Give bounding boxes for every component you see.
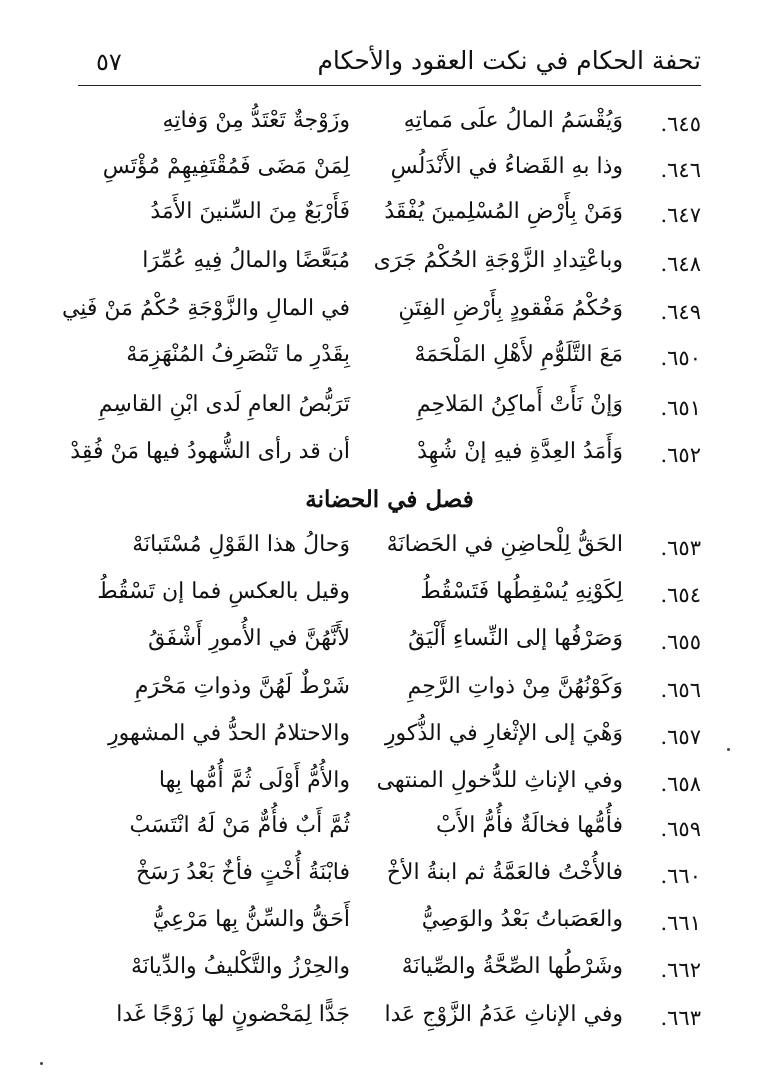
- verse-number: ٦٥٥.: [660, 630, 701, 654]
- verse-number: ٦٤٨.: [660, 252, 701, 276]
- verse-first-hemistich: وَهْيَ إلى الإثْغارِ في الذُّكورِ: [384, 721, 623, 746]
- verse-line: [70, 437, 701, 477]
- verse-second-hemistich: أن قد رأى الشُّهودُ فيها مَنْ فُقِدْ: [70, 439, 350, 464]
- verse-first-hemistich: وَيُقْسَمُ المالُ علَى مَماتِهِ: [403, 108, 623, 133]
- verse-number: ٦٥٦.: [660, 678, 701, 702]
- verse-line: [78, 340, 701, 380]
- verse-number: ٦٤٧.: [660, 203, 701, 227]
- verse-line: [78, 858, 701, 898]
- verse-second-hemistich: والحِرْزُ والتَّكْليفُ والدِّيانَهْ: [130, 954, 350, 979]
- verse-first-hemistich: وشَرْطُها الصِّحَّةُ والصِّيانَهْ: [401, 954, 623, 979]
- verse-second-hemistich: وَحالُ هذا القَوْلِ مُسْتَبانَهْ: [132, 532, 350, 557]
- verse-line: [78, 1000, 701, 1040]
- verse-second-hemistich: أَحَقُّ والسِّنُّ بِها مَرْعِيُّ: [152, 907, 350, 932]
- verse-second-hemistich: والاحتلامُ الحدُّ في المشهورِ: [108, 721, 350, 746]
- page-header: [78, 42, 701, 86]
- verse-first-hemistich: وفي الإناثِ عَدَمُ الزَّوْجِ عَدا: [384, 1002, 623, 1027]
- verse-number: ٦٦٠.: [660, 864, 701, 888]
- verse-first-hemistich: فأُمُّها فخالَةٌ فأُمُّ الأَبْ: [436, 813, 623, 838]
- verse-line: [78, 624, 701, 664]
- verse-line: [78, 152, 701, 192]
- print-speck: [727, 748, 730, 751]
- verse-first-hemistich: الحَقُّ لِلْحاضِنِ في الحَضانَهْ: [386, 532, 623, 557]
- verse-first-hemistich: وذا بهِ القَضاءُ في الأَنْدَلُسِ: [390, 154, 623, 179]
- verse-second-hemistich: تَرَبُّصُ العامِ لَدى ابْنِ القاسِمِ: [98, 392, 350, 417]
- verse-second-hemistich: بِقَدْرِ ما تَنْصَرِفُ المُنْهَزِمَهْ: [126, 342, 350, 367]
- verse-line: [78, 577, 701, 617]
- verse-first-hemistich: وَحُكْمُ مَفْقودٍ بِأَرْضِ الفِتَنِ: [398, 296, 623, 321]
- verse-first-hemistich: فالأُخْتُ فالعَمَّةُ ثم ابنةُ الأخْ: [386, 860, 623, 885]
- verse-number: ٦٤٩.: [660, 300, 701, 324]
- print-speck: [40, 1062, 43, 1065]
- header-rule: [78, 85, 701, 86]
- verse-number: ٦٤٥.: [660, 112, 701, 136]
- verse-first-hemistich: وَصَرْفُها إلى النِّساءِ أَلْيَقُ: [408, 626, 623, 651]
- verse-number: ٦٤٦.: [660, 158, 701, 182]
- verse-line: [78, 390, 701, 430]
- verse-line: [78, 197, 701, 237]
- verse-line: [78, 106, 701, 146]
- running-title: تحفة الحكام في نكت العقود والأحكام: [317, 46, 701, 75]
- verse-first-hemistich: وَكَوْنُهُنَّ مِنْ ذواتِ الرَّحِمِ: [407, 674, 623, 699]
- verse-second-hemistich: وقيل بالعكسِ فما إن تَسْقُطُ: [97, 579, 350, 604]
- verse-line: [78, 811, 701, 851]
- verse-number: ٦٥١.: [660, 396, 701, 420]
- verse-second-hemistich: فابْنَةُ أُخْتٍ فأخٌ بَعْدُ رَسَخْ: [135, 860, 350, 885]
- verse-number: ٦٦٣.: [660, 1006, 701, 1030]
- verse-second-hemistich: ثُمَّ أَبٌ فأُمٌّ مَنْ لَهُ انْتَسَبْ: [129, 813, 350, 838]
- verse-first-hemistich: لِكَوْنِهِ يُسْقِطُها فَتَسْقُطُ: [420, 579, 623, 604]
- verse-second-hemistich: والأُمُّ أَوْلَى ثُمَّ أُمُّها بِها: [158, 768, 350, 793]
- verse-line: [61, 294, 701, 334]
- verse-second-hemistich: وزَوْجةٌ تَعْتَدُّ مِنْ وَفاتِهِ: [162, 108, 350, 133]
- verse-first-hemistich: وباعْتِدادِ الزَّوْجَةِ الحُكْمُ جَرَى: [373, 248, 623, 273]
- section-heading: فصل في الحضانة: [305, 486, 474, 513]
- verse-second-hemistich: شَرْطٌ لَهُنَّ وذواتِ مَحْرَمِ: [134, 674, 350, 699]
- verse-line: [78, 246, 701, 286]
- verse-number: ٦٦١.: [660, 911, 701, 935]
- verse-line: [78, 952, 701, 992]
- verse-number: ٦٥٤.: [660, 583, 701, 607]
- verse-second-hemistich: فَأَرْبَعٌ مِنَ السِّنينَ الأَمَدُ: [150, 199, 350, 224]
- verse-first-hemistich: وفي الإناثِ للدُّخولِ المنتهى: [376, 768, 623, 793]
- verse-second-hemistich: مُبَعَّضًا والمالُ فِيهِ عُمِّرَا: [142, 248, 350, 273]
- verse-line: [78, 672, 701, 712]
- verse-line: [78, 766, 701, 806]
- verse-number: ٦٥٩.: [660, 817, 701, 841]
- verse-second-hemistich: جَدًّا لِمَحْضونٍ لها زَوْجًا غَدا: [116, 1002, 350, 1027]
- verse-number: ٦٥٢.: [660, 443, 701, 467]
- verse-second-hemistich: لِمَنْ مَضَى فَمُقْتَفِيهِمْ مُؤْتَسِ: [102, 154, 350, 179]
- verse-number: ٦٥٨.: [660, 772, 701, 796]
- verse-number: ٦٥٣.: [660, 536, 701, 560]
- verse-number: ٦٦٢.: [660, 958, 701, 982]
- verse-line: [78, 530, 701, 570]
- verse-second-hemistich: في المالِ والزَّوْجَةِ حُكْمُ مَنْ فَنِي: [61, 296, 350, 321]
- verse-second-hemistich: لأَنَّهُنَّ في الأُمورِ أَشْفَقُ: [148, 626, 350, 651]
- verse-first-hemistich: مَعَ التَّلَوُّمِ لأَهْلِ المَلْحَمَهْ: [414, 342, 623, 367]
- verse-line: [78, 905, 701, 945]
- page-number: ٥٧: [96, 48, 122, 76]
- verse-first-hemistich: وَمَنْ بِأَرْضِ المُسْلِمينَ يُفْقَدُ: [384, 199, 623, 224]
- verse-line: [78, 719, 701, 759]
- verse-first-hemistich: وَإنْ نَأَتْ أَماكِنُ المَلاحِمِ: [416, 392, 623, 417]
- verse-first-hemistich: وَأَمَدُ العِدَّةِ فيهِ إنْ شُهِدْ: [417, 439, 623, 464]
- verse-first-hemistich: والعَصَباتُ بَعْدُ والوَصِيُّ: [421, 907, 623, 932]
- verse-number: ٦٥٧.: [660, 725, 701, 749]
- verse-number: ٦٥٠.: [660, 346, 701, 370]
